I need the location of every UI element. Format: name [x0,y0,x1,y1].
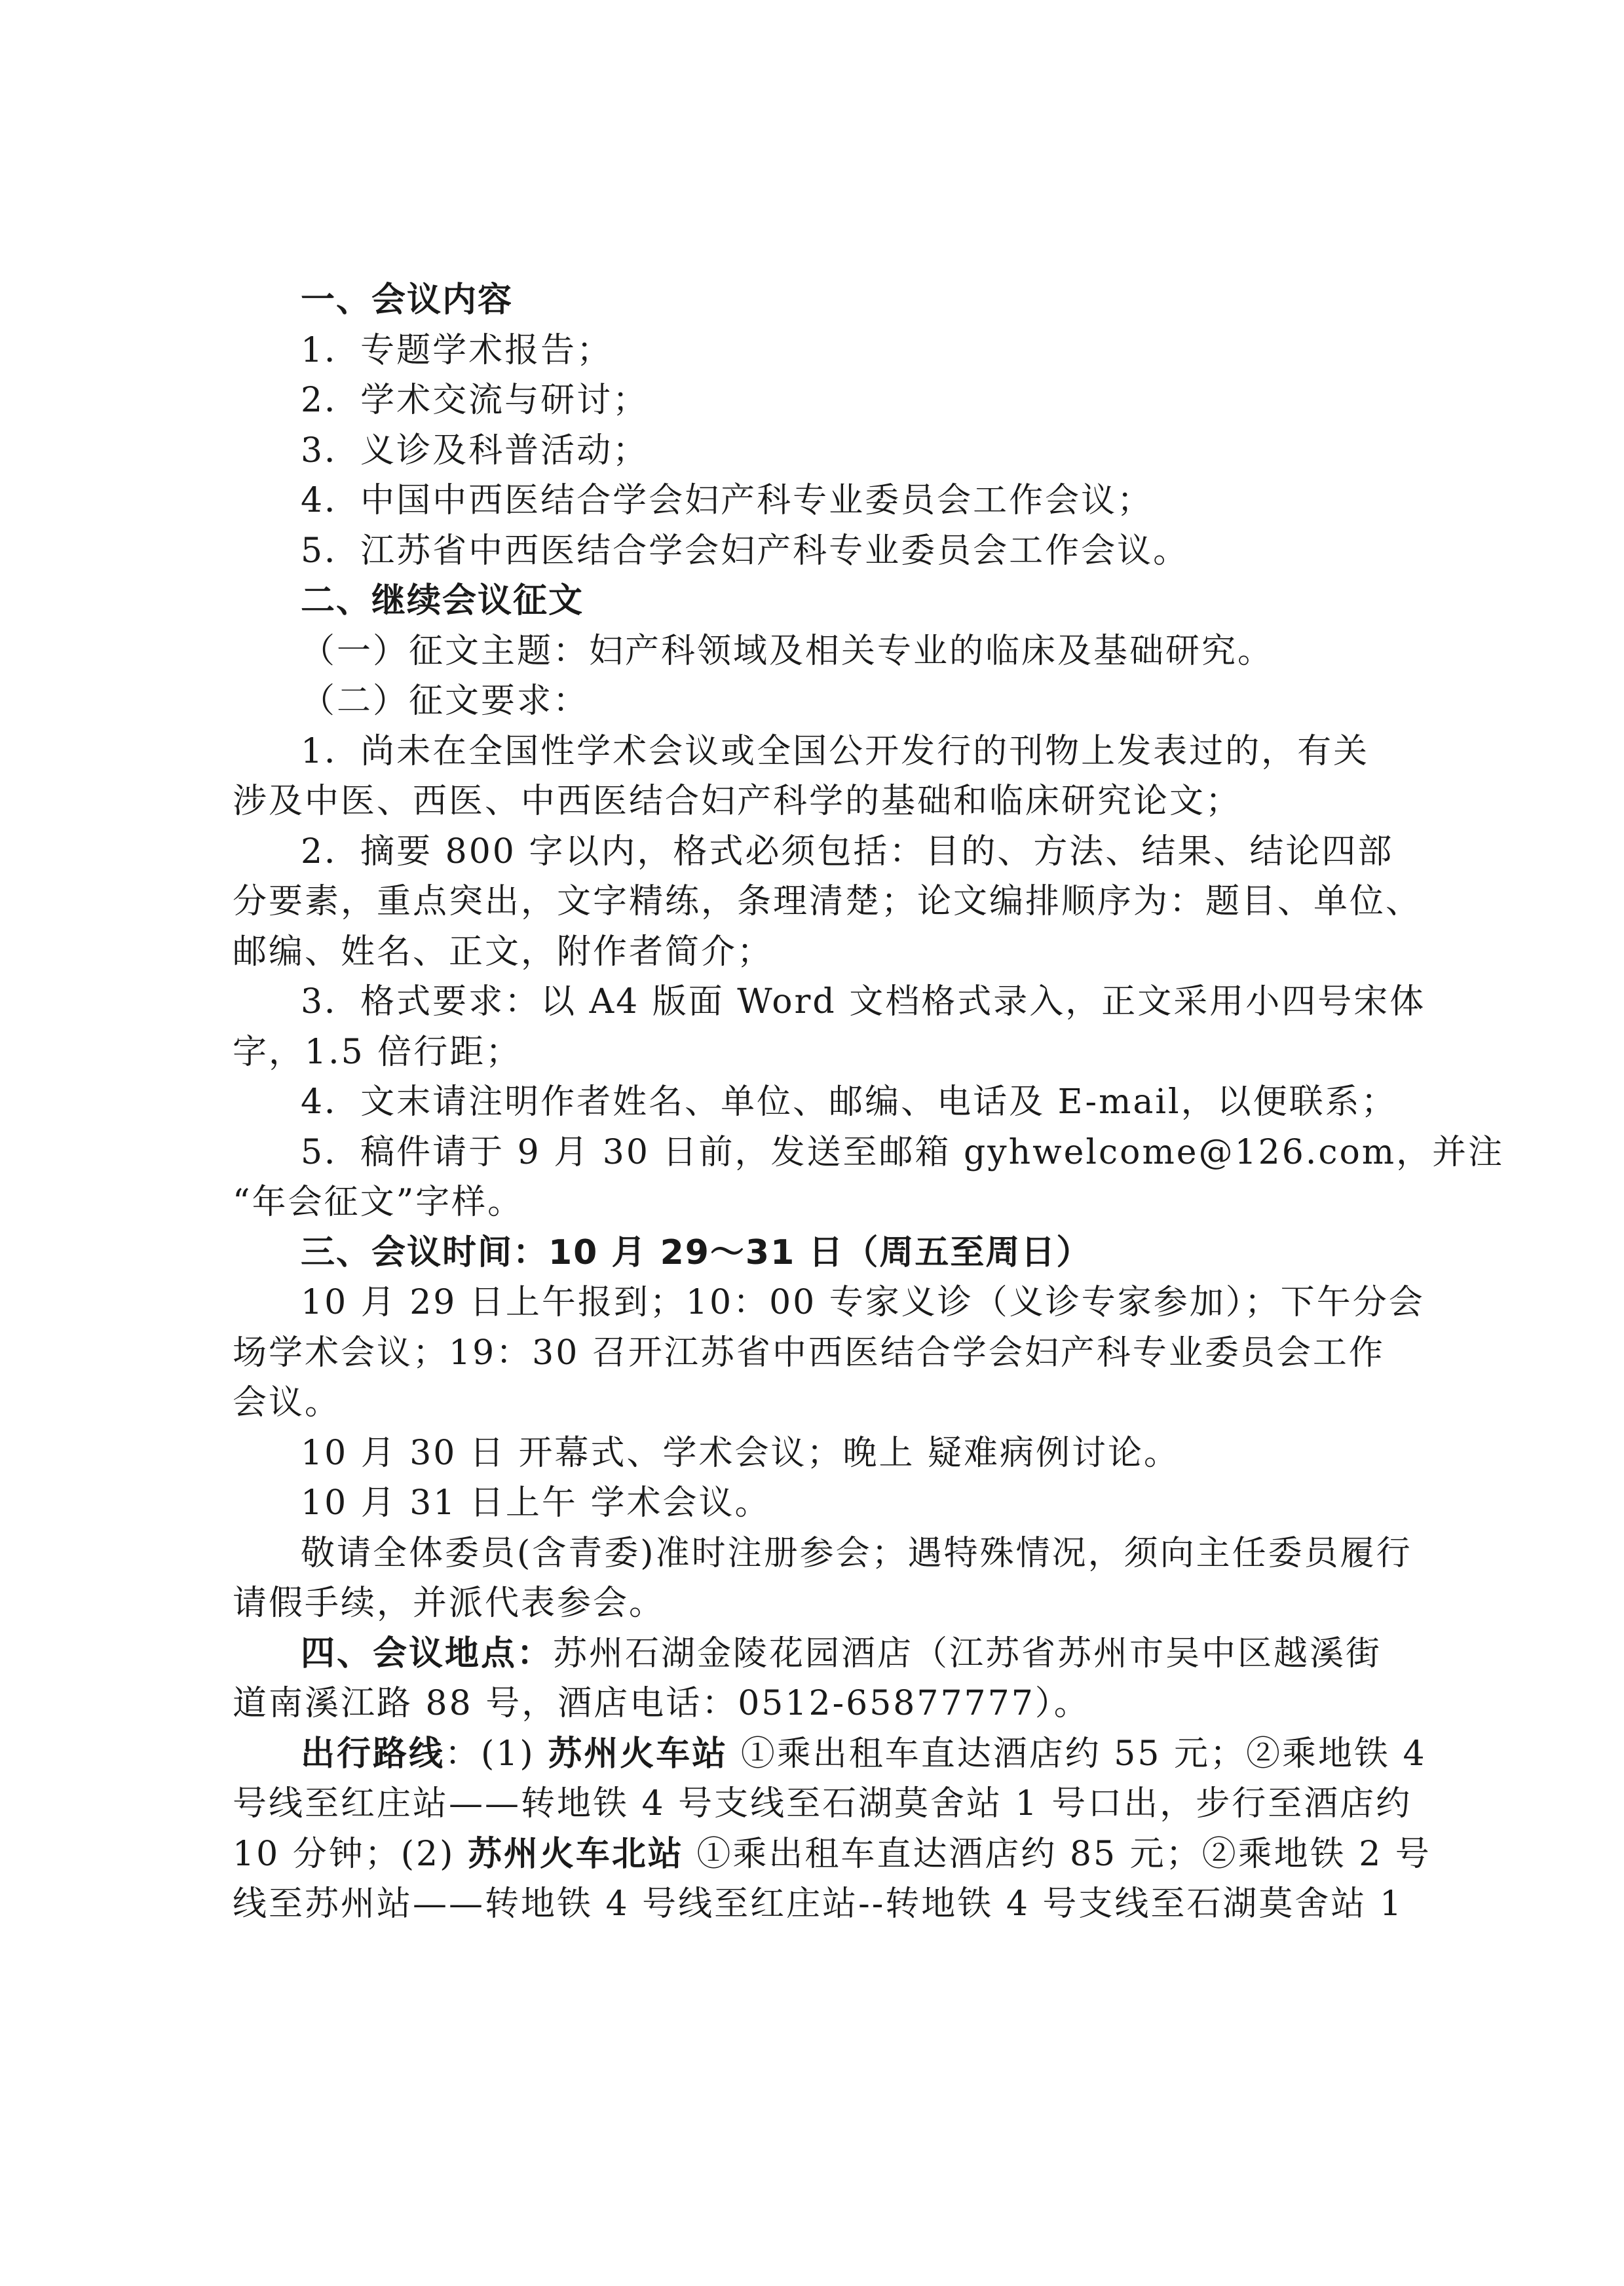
route-line: 线至苏州站——转地铁 4 号线至红庄站--转地铁 4 号支线至石湖莫舍站 1 [233,1884,1404,1924]
paper-requirement-line: “年会征文”字样。 [233,1183,524,1222]
schedule-line: 场学术会议；19：30 召开江苏省中西医结合学会妇产科专业委员会工作 [233,1333,1385,1373]
schedule-line: 10 月 30 日 开幕式、学术会议；晚上 疑难病例讨论。 [301,1433,1180,1473]
notice-line: 敬请全体委员(含青委)准时注册参会；遇特殊情况，须向主任委员履行 [301,1533,1412,1573]
route-line [233,1829,1431,1880]
document-body [233,275,1505,1930]
section-heading-meeting-content: 一、会议内容 [301,280,514,320]
paper-requirement-line: 字，1.5 倍行距； [233,1032,522,1072]
route-text: ：(1) [445,1734,548,1774]
paper-requirement-line: 邮编、姓名、正文，附作者简介； [233,932,774,972]
list-item: 3．义诊及科普活动； [301,430,649,470]
venue-line [233,1629,1431,1679]
route-text: 10 分钟；(2) [233,1834,468,1874]
route-label: 出行路线 [301,1734,445,1774]
paper-requirement-line: 5．稿件请于 9 月 30 日前，发送至邮箱 gyhwelcome@126.com，并注 [301,1132,1505,1172]
list-item: 5．江苏省中西医结合学会妇产科专业委员会工作会议。 [301,531,1190,571]
paper-requirement-line: 2．摘要 800 字以内，格式必须包括：目的、方法、结果、结论四部 [301,831,1394,871]
list-item: 4．中国中西医结合学会妇产科专业委员会工作会议； [301,481,1154,520]
list-item: 2．学术交流与研讨； [301,381,649,420]
list-item: 1．专题学术报告； [301,330,613,370]
schedule-line: 会议。 [233,1383,341,1422]
paper-requirement-line: 分要素，重点突出，文字精练，条理清楚；论文编排顺序为：题目、单位、 [233,882,1422,921]
paper-requirement-line: 4．文末请注明作者姓名、单位、邮编、电话及 E-mail，以便联系； [301,1082,1397,1122]
route-line [233,1729,1431,1780]
venue-line: 道南溪江路 88 号，酒店电话：0512-65877777）。 [233,1684,1090,1723]
paper-requirement-line: 涉及中医、西医、中西医结合妇产科学的基础和临床研究论文； [233,782,1242,821]
section-heading-call-for-papers: 二、继续会议征文 [301,581,584,620]
schedule-line: 10 月 29 日上午报到；10：00 专家义诊（义诊专家参加）；下午分会 [301,1283,1425,1322]
paper-theme: （一）征文主题：妇产科领域及相关专业的临床及基础研究。 [301,631,1274,671]
route-station: 苏州火车站 [548,1734,728,1774]
route-text: ①乘出租车直达酒店约 85 元；②乘地铁 2 号 [683,1834,1431,1874]
route-line: 号线至红庄站——转地铁 4 号支线至石湖莫舍站 1 号口出，步行至酒店约 [233,1784,1412,1823]
schedule-line: 10 月 31 日上午 学术会议。 [301,1483,771,1523]
paper-requirement-line: 3．格式要求：以 A4 版面 Word 文档格式录入，正文采用小四号宋体 [301,982,1426,1021]
section-heading-meeting-time: 三、会议时间：10 月 29～31 日（周五至周日） [301,1232,1092,1272]
paper-requirement-line: 1．尚未在全国性学术会议或全国公开发行的刊物上发表过的，有关 [301,731,1370,771]
paper-requirements-heading: （二）征文要求： [301,681,590,721]
notice-line: 请假手续，并派代表参会。 [233,1584,666,1623]
section-heading-venue: 四、会议地点： [301,1633,554,1673]
route-station: 苏州火车北站 [467,1834,684,1874]
route-text: ①乘出租车直达酒店约 55 元；②乘地铁 4 [728,1734,1427,1774]
venue-text: 苏州石湖金陵花园酒店（江苏省苏州市吴中区越溪街 [553,1633,1382,1673]
